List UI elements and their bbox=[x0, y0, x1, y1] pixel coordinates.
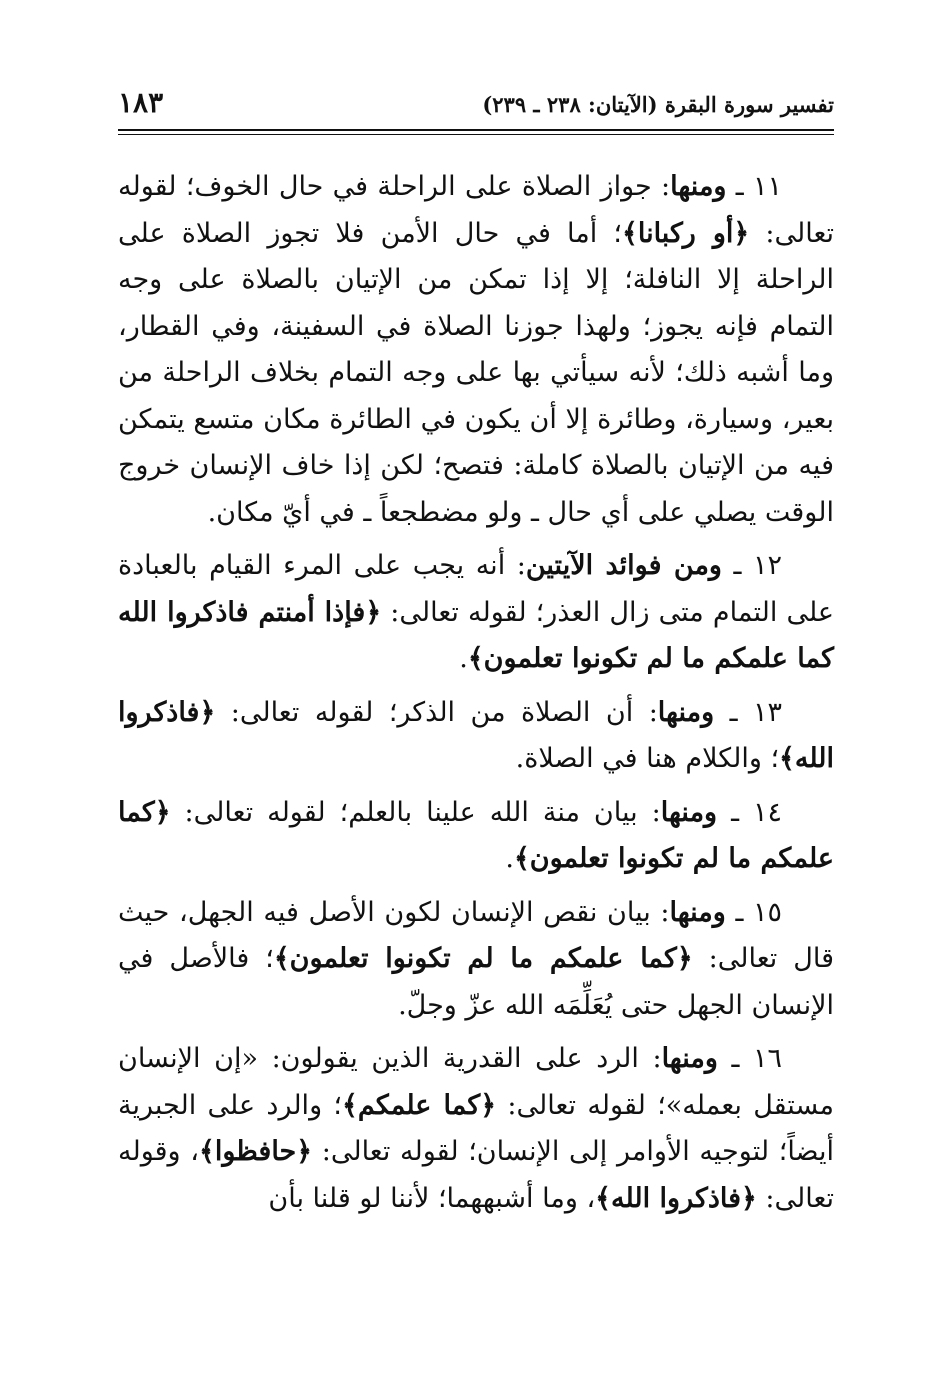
paragraph bbox=[118, 690, 834, 783]
paragraph-number: ١٦ ـ bbox=[717, 1043, 783, 1074]
paragraph-lead: ومن فوائد الآيتين bbox=[525, 550, 722, 581]
quran-verse: ﴿فإذا أمنتم فاذكروا الله كما علمكم ما لم تكونوا تعلمون﴾ bbox=[118, 596, 834, 674]
paragraph-lead: ومنها bbox=[670, 171, 727, 202]
paragraph-text: ؛ والكلام هنا في الصلاة. bbox=[515, 743, 780, 774]
page-number: ١٨٣ bbox=[118, 86, 164, 119]
header-rule-thin bbox=[118, 134, 834, 135]
paragraph-text: : بيان منة الله علينا بالعلم؛ لقوله تعالى: bbox=[170, 796, 661, 828]
quran-verse: ﴿كما علمكم ما لم تكونوا تعلمون﴾ bbox=[118, 796, 834, 874]
paragraph-number: ١٣ ـ bbox=[714, 696, 782, 728]
paragraph-text: ؛ فالأصل في الإنسان الجهل حتى يُعَلِّمَه الله عزّ وجلّ. bbox=[118, 943, 834, 1021]
paragraph bbox=[118, 890, 834, 1030]
paragraph-number: ١١ ـ bbox=[726, 171, 783, 202]
paragraph-text: : جواز الصلاة على الراحلة في حال الخوف؛ لقوله تعالى: bbox=[118, 171, 834, 249]
paragraph-text: : بيان نقص الإنسان لكون الأصل فيه الجهل، حيث قال تعالى: bbox=[118, 896, 834, 974]
paragraph-number: ١٤ ـ bbox=[717, 796, 783, 828]
paragraph-number: ١٥ ـ bbox=[725, 896, 782, 928]
paragraph-number: ١٢ ـ bbox=[721, 550, 782, 581]
quran-verse: ﴿كما علمكم﴾ bbox=[342, 1089, 497, 1121]
paragraph-text: . bbox=[459, 643, 468, 674]
quran-verse: ﴿كما علمكم ما لم تكونوا تعلمون﴾ bbox=[273, 943, 693, 974]
paragraph-text: : الرد على القدرية الذين يقولون: «إن الإنسان مستقل بعمله»؛ لقوله تعالى: bbox=[118, 1043, 834, 1121]
paragraph-text: ؛ أما في حال الأمن فلا تجوز الصلاة على الراحلة إلا النافلة؛ إلا إذا تمكن من الإتيان بالصلاة على وجه التمام فإنه يجوز؛ ولهذا جوزنا الصلاة في السفينة، وفي القطار، وما أشبه ذلك؛ لأنه سيأتي بها على وجه التمام بخلاف الراحلة من بعير، وسيارة، وطائرة إلا أن يكون في الطائرة مكان متسع يتمكن فيه من الإتيان بالصلاة كاملة: فتصح؛ لكن إذا خاف الإنسان خروج الوقت يصلي على أي حال ـ ولو مضطجعاً ـ في أيّ مكان. bbox=[118, 217, 834, 528]
paragraph-lead: ومنها bbox=[657, 696, 715, 728]
paragraph-text: : أنه يجب على المرء القيام بالعبادة على التمام متى زال العذر؛ لقوله تعالى: bbox=[118, 550, 835, 628]
page-header bbox=[118, 86, 834, 126]
paragraph bbox=[118, 543, 834, 683]
running-head: تفسير سورة البقرة (الآيتان: ٢٣٨ ـ ٢٣٩) bbox=[482, 92, 834, 117]
paragraph bbox=[118, 1036, 834, 1222]
paragraph-lead: ومنها bbox=[660, 796, 718, 828]
quran-verse: ﴿حافظوا﴾ bbox=[199, 1136, 313, 1167]
quran-verse: ﴿فاذكروا الله﴾ bbox=[595, 1182, 757, 1214]
paragraph-text: ؛ والرد على الجبرية أيضاً؛ لتوجيه الأوامر إلى الإنسان؛ لقوله تعالى: bbox=[118, 1089, 834, 1167]
paragraph-text: ، وقوله تعالى: bbox=[118, 1136, 834, 1214]
body-text bbox=[118, 164, 834, 1346]
paragraph-text: : أن الصلاة من الذكر؛ لقوله تعالى: bbox=[215, 696, 658, 728]
paragraph bbox=[118, 790, 834, 883]
paragraph bbox=[118, 164, 834, 536]
paragraph-text: . bbox=[505, 843, 514, 874]
paragraph-lead: ومنها bbox=[669, 896, 726, 928]
paragraph-text: ، وما أشبههما؛ لأننا لو قلنا بأن bbox=[268, 1182, 596, 1214]
quran-verse: ﴿فاذكروا الله﴾ bbox=[118, 696, 834, 774]
header-rule-thick bbox=[118, 129, 834, 131]
quran-verse: ﴿أو ركبانا﴾ bbox=[622, 217, 750, 249]
paragraph-lead: ومنها bbox=[661, 1043, 718, 1074]
